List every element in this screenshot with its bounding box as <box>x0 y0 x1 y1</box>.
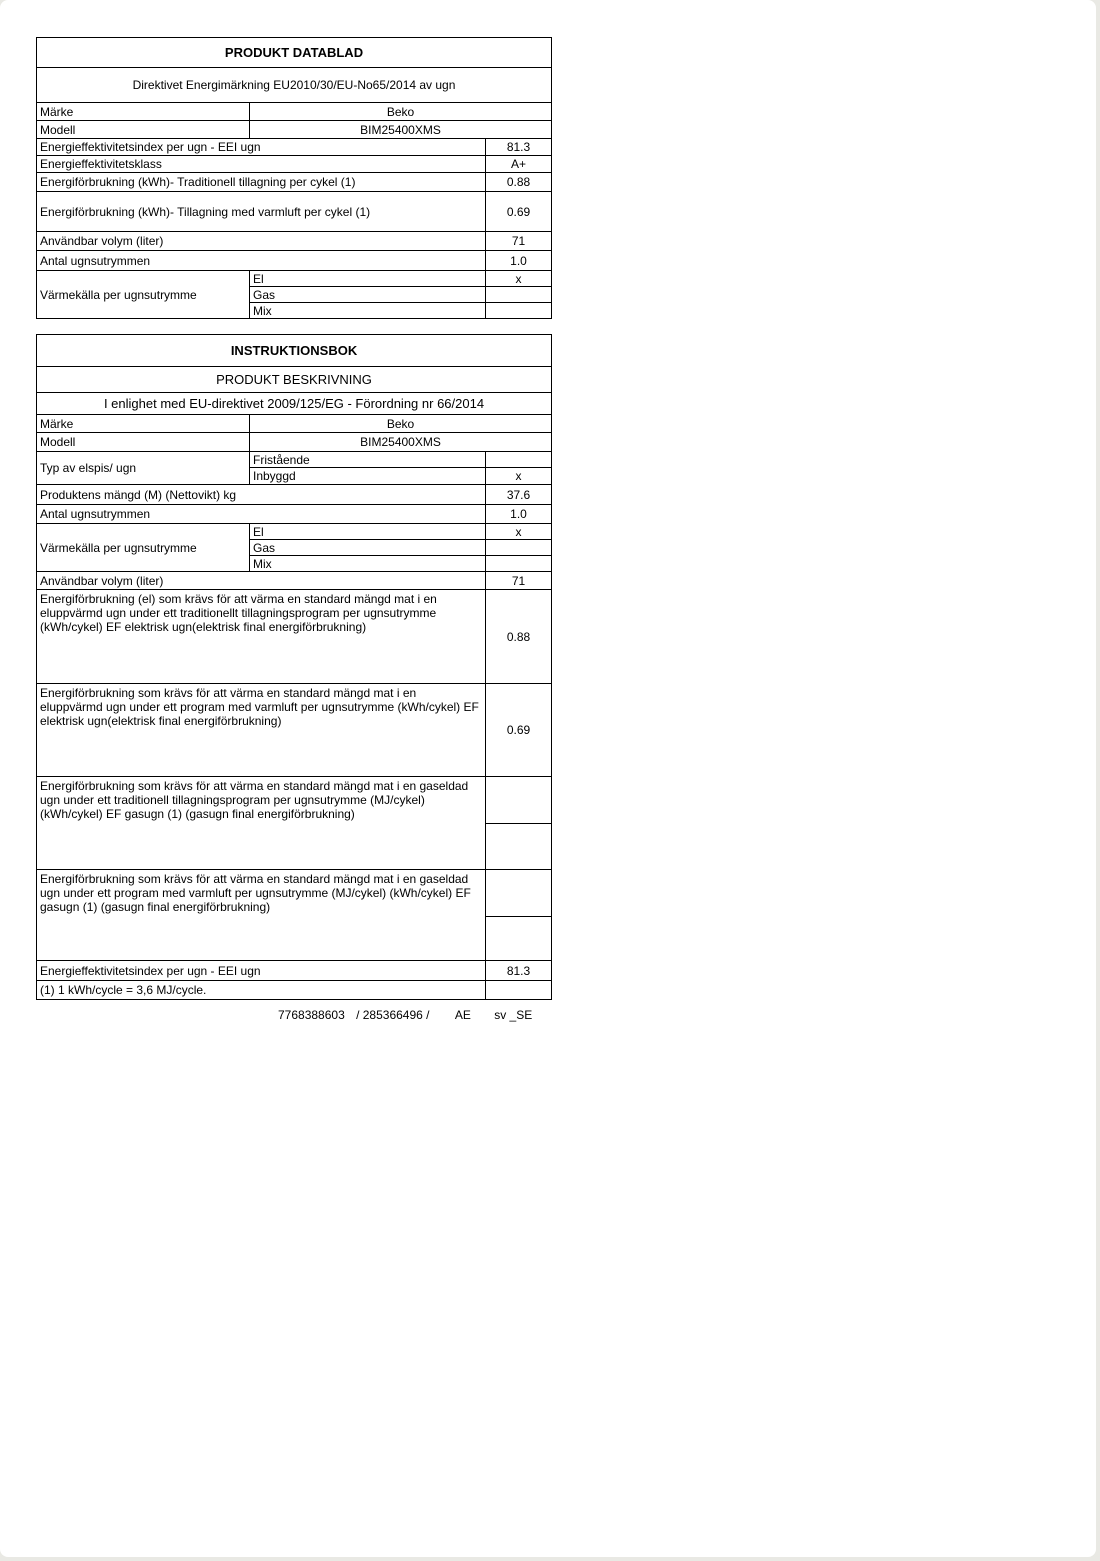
table-row <box>37 777 552 824</box>
cavities-value: 1.0 <box>486 251 552 271</box>
datablad-title: PRODUKT DATABLAD <box>37 38 552 68</box>
heat-source-label: Värmekälla per ugnsutrymme <box>37 271 250 319</box>
heat-source-mix-value <box>486 303 552 319</box>
eei-value: 81.3 <box>486 139 552 156</box>
eei-label: Energieffektivitetsindex per ugn - EEI ugn <box>37 961 486 981</box>
instruktionsbok-title: INSTRUKTIONSBOK <box>37 335 552 367</box>
model-value: BIM25400XMS <box>250 121 552 139</box>
table-row <box>37 981 552 1000</box>
consumption-gas-traditional-text: Energiförbrukning som krävs för att värma en standard mängd mat i en gaseldad ugn under ett traditionell tillagningsprogram per ugnsutrymme (MJ/cykel) (kWh/cykel) EF gasugn (1) (gasugn final energiförbrukning) <box>37 777 486 870</box>
instruktionsbok-subtitle: PRODUKT BESKRIVNING <box>37 367 552 393</box>
cavities-label: Antal ugnsutrymmen <box>37 505 486 524</box>
table-row <box>37 173 552 192</box>
table-row <box>37 961 552 981</box>
table-row <box>37 271 552 287</box>
brand-value: Beko <box>250 415 552 433</box>
model-label: Modell <box>37 121 250 139</box>
datablad-table <box>36 37 552 319</box>
volume-value: 71 <box>486 572 552 590</box>
table-row <box>37 485 552 505</box>
cavities-value: 1.0 <box>486 505 552 524</box>
eei-label: Energieffektivitetsindex per ugn - EEI ugn <box>37 139 486 156</box>
table-row <box>37 415 552 433</box>
instruktionsbok-directive: I enlighet med EU-direktivet 2009/125/EG - Förordning nr 66/2014 <box>37 393 552 415</box>
brand-label: Märke <box>37 415 250 433</box>
footnote-empty-cell <box>486 981 552 1000</box>
consumption-electric-convection-value: 0.69 <box>486 684 552 777</box>
consumption-electric-convection-text: Energiförbrukning som krävs för att värma en standard mängd mat i en eluppvärmd ugn under ett program med varmluft per ugnsutrymme (kWh/cykel) EF elektrisk ugn(elektrisk final energiförbrukning) <box>37 684 486 777</box>
heat-source-el-value: x <box>486 524 552 540</box>
consumption-gas-convection-text: Energiförbrukning som krävs för att värma en standard mängd mat i en gaseldad ugn under ett program med varmluft per ugnsutrymme (MJ/cykel) (kWh/cykel) EF gasugn (1) (gasugn final energiförbrukning) <box>37 870 486 961</box>
brand-value: Beko <box>250 103 552 121</box>
model-label: Modell <box>37 433 250 452</box>
table-row <box>37 121 552 139</box>
consumption-electric-traditional-text: Energiförbrukning (el) som krävs för att värma en standard mängd mat i en eluppvärmd ugn under ett traditionellt tillagningsprogram per ugnsutrymme (kWh/cykel) EF elektrisk ugn(elektrisk final energiförbrukning) <box>37 590 486 684</box>
table-row <box>37 251 552 271</box>
model-value: BIM25400XMS <box>250 433 552 452</box>
volume-value: 71 <box>486 232 552 251</box>
footer-code: 7768388603 <box>278 1008 345 1022</box>
mass-value: 37.6 <box>486 485 552 505</box>
brand-label: Märke <box>37 103 250 121</box>
table-row <box>37 139 552 156</box>
table-row <box>37 684 552 777</box>
energy-class-label: Energieffektivitetsklass <box>37 156 486 173</box>
heat-source-mix-label: Mix <box>250 556 486 572</box>
heat-source-gas-value <box>486 287 552 303</box>
table-row <box>37 156 552 173</box>
datablad-directive: Direktivet Energimärkning EU2010/30/EU-No65/2014 av ugn <box>37 68 552 103</box>
footer-version: AE <box>454 1008 471 1022</box>
consumption-gas-traditional-value-kwh <box>486 824 552 870</box>
table-row <box>37 433 552 452</box>
table-row <box>37 103 552 121</box>
oven-type-builtin-label: Inbyggd <box>250 468 486 485</box>
consumption-traditional-value: 0.88 <box>486 173 552 192</box>
oven-type-freestanding-label: Fristående <box>250 452 486 468</box>
consumption-electric-traditional-value: 0.88 <box>486 590 552 684</box>
footnote: (1) 1 kWh/cycle = 3,6 MJ/cycle. <box>37 981 486 1000</box>
heat-source-mix-label: Mix <box>250 303 486 319</box>
table-row <box>37 505 552 524</box>
table-row <box>37 192 552 232</box>
oven-type-label: Typ av elspis/ ugn <box>37 452 250 485</box>
table-row <box>37 572 552 590</box>
consumption-traditional-label: Energiförbrukning (kWh)- Traditionell tillagning per cykel (1) <box>37 173 486 192</box>
heat-source-label: Värmekälla per ugnsutrymme <box>37 524 250 572</box>
instruktionsbok-table <box>36 334 552 1000</box>
heat-source-gas-label: Gas <box>250 540 486 556</box>
heat-source-el-value: x <box>486 271 552 287</box>
heat-source-gas-label: Gas <box>250 287 486 303</box>
volume-label: Användbar volym (liter) <box>37 572 486 590</box>
heat-source-el-label: El <box>250 271 486 287</box>
consumption-gas-convection-value-kwh <box>486 917 552 961</box>
table-row <box>37 870 552 917</box>
table-row <box>37 524 552 540</box>
consumption-gas-convection-value-mj <box>486 870 552 917</box>
eei-value: 81.3 <box>486 961 552 981</box>
consumption-convection-value: 0.69 <box>486 192 552 232</box>
heat-source-gas-value <box>486 540 552 556</box>
consumption-convection-label: Energiförbrukning (kWh)- Tillagning med varmluft per cykel (1) <box>37 192 486 232</box>
table-row <box>37 452 552 468</box>
heat-source-mix-value <box>486 556 552 572</box>
cavities-label: Antal ugnsutrymmen <box>37 251 486 271</box>
document-footer <box>278 1008 532 1022</box>
volume-label: Användbar volym (liter) <box>37 232 486 251</box>
mass-label: Produktens mängd (M) (Nettovikt) kg <box>37 485 486 505</box>
footer-reference: / 285366496 / <box>356 1008 430 1022</box>
oven-type-builtin-value: x <box>486 468 552 485</box>
energy-class-value: A+ <box>486 156 552 173</box>
footer-locale: sv _SE <box>494 1008 533 1022</box>
oven-type-freestanding-value <box>486 452 552 468</box>
heat-source-el-label: El <box>250 524 486 540</box>
table-row <box>37 590 552 684</box>
consumption-gas-traditional-value-mj <box>486 777 552 824</box>
table-row <box>37 232 552 251</box>
